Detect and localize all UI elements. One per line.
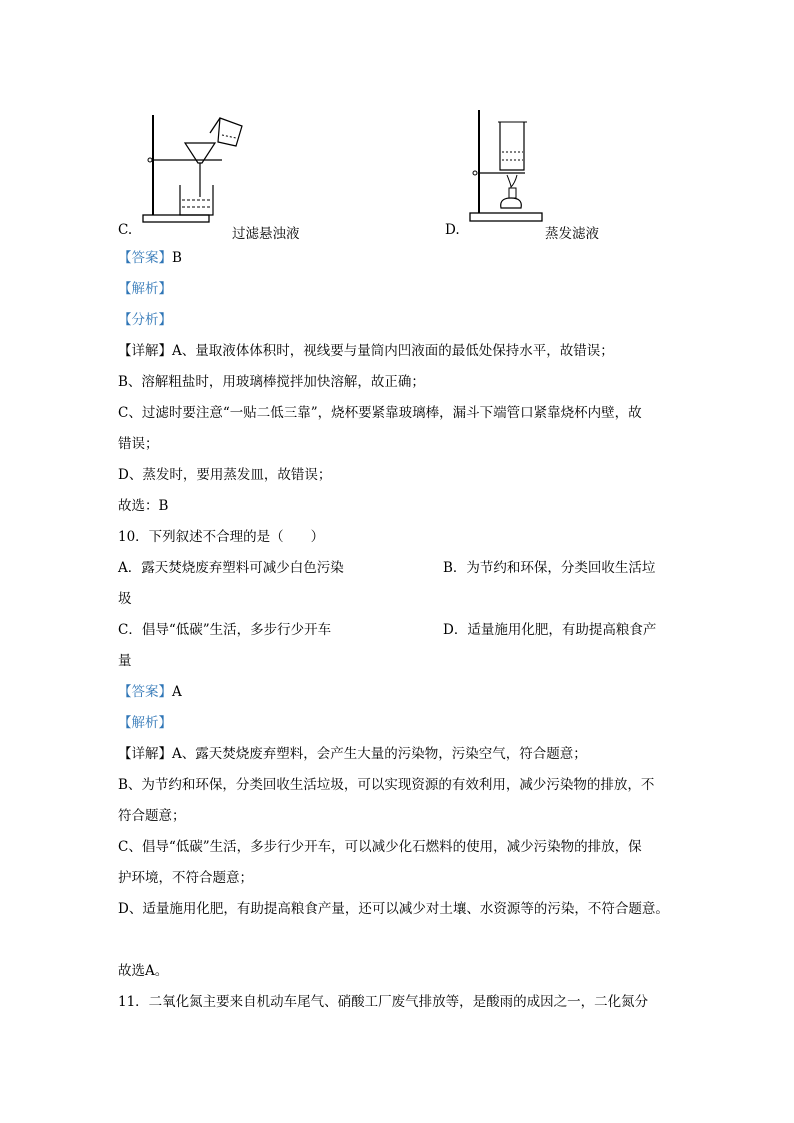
q10-options-row [118,553,688,584]
blank-line [118,925,688,956]
answer-label: 【答案】 [118,250,172,266]
option-d-caption: 蒸发滤液 [545,226,599,242]
q10-conclusion: 故选A。 [118,963,169,979]
q9-detail-line [118,336,688,367]
detail-text: A、量取液体体积时，视线要与量筒内凹液面的最低处保持水平，故错误； [172,343,614,359]
option-a: A．露天焚烧废弃塑料可减少白色污染 [118,560,344,576]
option-b: B．为节约和环保，分类回收生活垃 [443,560,656,576]
q10-detail-line: B、为节约和环保，分类回收生活垃圾，可以实现资源的有效利用，减少污染物的排放，不 [118,777,655,793]
answer-label: 【答案】 [118,684,172,700]
q10-question: 10．下列叙述不合理的是（ ） [118,529,325,545]
option-c: C．倡导“低碳”生活，多步行少开车 [118,622,332,638]
filtration-apparatus-figure [140,100,245,225]
document-body [118,243,688,1018]
q10-detail-line: C、倡导“低碳”生活，多步行少开车，可以减少化石燃料的使用，减少污染物的排放，保 [118,839,642,855]
q10-analysis-label: 【解析】 [118,715,172,731]
q9-detail-line: C、过滤时要注意“一贴二低三靠”，烧杯要紧靠玻璃棒，漏斗下端管口紧靠烧杯内壁，故 [118,405,642,421]
option-c-caption: 过滤悬浊液 [232,226,300,242]
q9-conclusion: 故选：B [118,498,169,514]
q10-detail-line: 护环境，不符合题意； [118,870,253,886]
detail-label: 【详解】 [118,343,172,359]
answer-value: B [172,250,182,266]
option-d-letter: D. [445,222,460,238]
q9-analysis-label: 【解析】 [118,281,172,297]
option-d-continued: 量 [118,653,132,669]
option-d: D．适量施用化肥，有助提高粮食产 [443,622,657,638]
q9-detail-line: 错误； [118,436,159,452]
q10-detail-line: D、适量施用化肥，有助提高粮食产量，还可以减少对土壤、水资源等的污染，不符合题意。 [118,901,669,917]
q10-answer [118,677,688,708]
detail-text: A、露天焚烧废弃塑料，会产生大量的污染物，污染空气，符合题意； [172,746,587,762]
q10-detail-line [118,739,688,770]
q9-detail-line: D、蒸发时，要用蒸发皿，故错误； [118,467,332,483]
answer-value: A [172,684,182,700]
option-c-letter: C. [118,222,133,238]
q10-options-row [118,615,688,646]
q11-question: 11．二氧化氮主要来自机动车尾气、硝酸工厂废气排放等，是酸雨的成因之一，二化氮分 [118,994,649,1010]
q9-answer [118,243,688,274]
q10-detail-line: 符合题意； [118,808,186,824]
evaporation-apparatus-figure [467,100,547,225]
option-b-continued: 圾 [118,591,132,607]
q9-fenxi-label: 【分析】 [118,312,172,328]
q9-detail-line: B、溶解粗盐时，用玻璃棒搅拌加快溶解，故正确； [118,374,425,390]
detail-label: 【详解】 [118,746,172,762]
